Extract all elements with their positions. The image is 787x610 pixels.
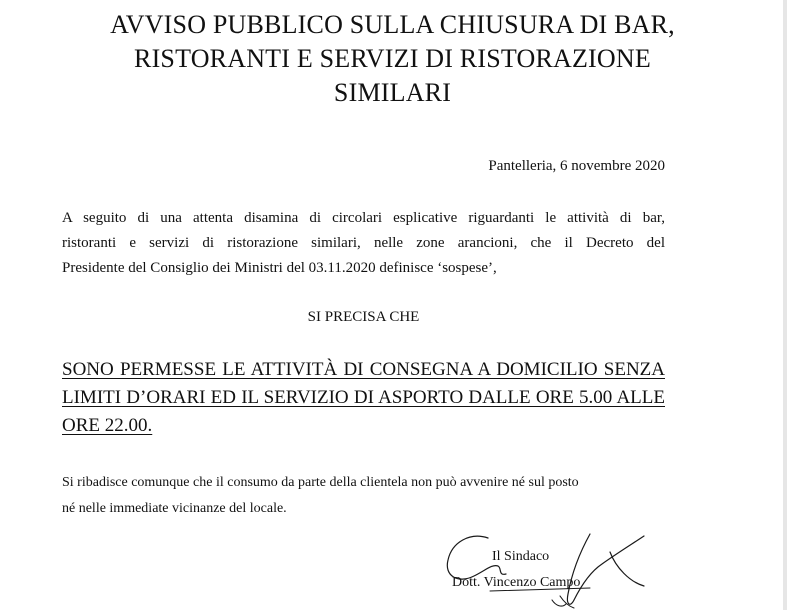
title-line: AVVISO PUBBLICO SULLA CHIUSURA DI BAR, <box>110 10 675 39</box>
document-title <box>40 8 745 110</box>
intro-line: A seguito di una attenta disamina di circolari esplicative riguardanti le attività di bar, <box>62 210 665 226</box>
place-date: Pantelleria, 6 novembre 2020 <box>488 158 665 174</box>
handwritten-signature <box>440 528 660 610</box>
highlight-line: LIMITI D’ORARI ED IL SERVIZIO DI ASPORTO DALLE ORE 5.00 ALLE <box>62 387 665 408</box>
closing-note <box>62 470 665 522</box>
signature-title: Il Sindaco <box>492 549 550 564</box>
signature-name: Dott. Vincenzo Campo <box>452 575 581 590</box>
note-line: Si ribadisce comunque che il consumo da parte della clientela non può avvenire né sul posto <box>62 475 579 490</box>
si-precisa-heading: SI PRECISA CHE <box>307 309 420 325</box>
page-edge-divider <box>783 0 787 610</box>
highlight-line: ORE 22.00. <box>62 415 153 436</box>
note-line: né nelle immediate vicinanze del locale. <box>62 501 287 516</box>
title-line: RISTORANTI E SERVIZI DI RISTORAZIONE <box>134 44 651 73</box>
intro-line: ristoranti e servizi di ristorazione similari, nelle zone arancioni, che il Decreto del <box>62 235 665 251</box>
highlight-line: SONO PERMESSE LE ATTIVITÀ DI CONSEGNA A DOMICILIO SENZA <box>62 359 665 380</box>
title-line: SIMILARI <box>333 78 452 107</box>
signature-block <box>440 528 660 610</box>
intro-line: Presidente del Consiglio dei Ministri del 03.11.2020 definisce ‘sospese’, <box>62 260 497 276</box>
intro-paragraph <box>62 206 665 281</box>
highlighted-notice <box>62 356 665 440</box>
